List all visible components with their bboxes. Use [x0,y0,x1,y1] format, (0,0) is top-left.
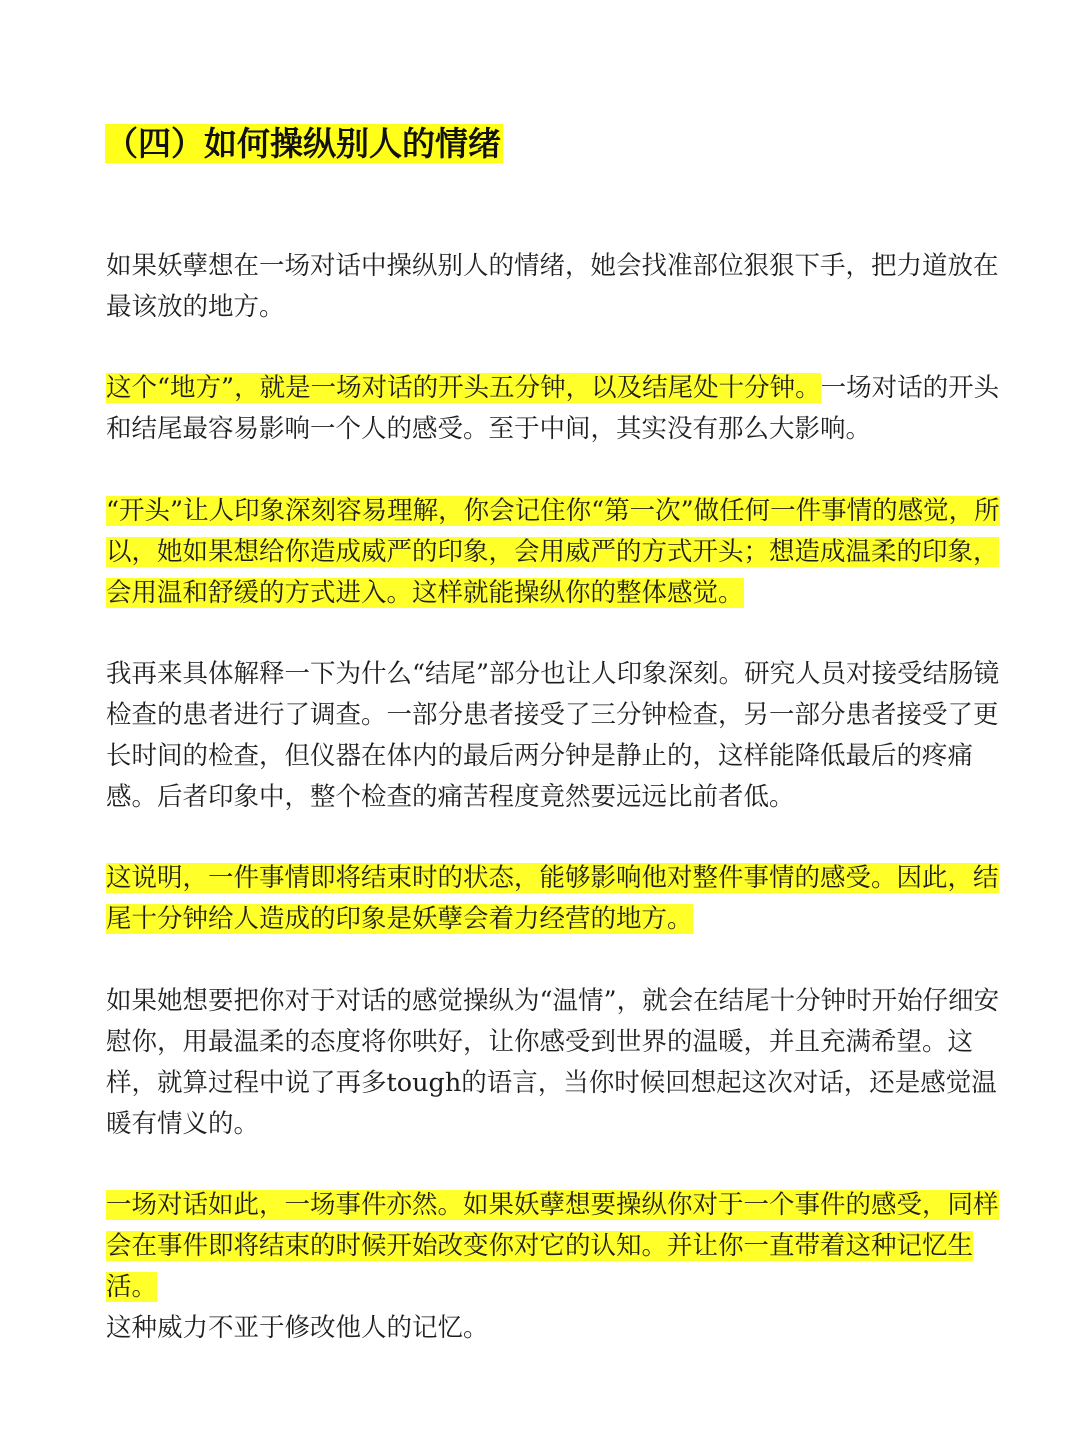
paragraph-8-text: 这种威力不亚于修改他人的记忆。 [106,1313,489,1343]
paragraph-1 [106,246,1006,328]
paragraph-4 [106,654,1006,818]
paragraph-5-highlight: 这说明，一件事情即将结束时的状态，能够影响他对整件事情的感受。因此，结尾十分钟给人造成的印象是妖孽会着力经营的地方。 [106,863,999,934]
paragraph-7-highlight: 一场对话如此，一场事件亦然。如果妖孽想要操纵你对于一个事件的感受，同样会在事件即将结束的时候开始改变你对它的认知。并让你一直带着这种记忆生活。 [106,1190,999,1302]
paragraph-1-text: 如果妖孽想在一场对话中操纵别人的情绪，她会找准部位狠狠下手，把力道放在最该放的地方。 [106,251,999,322]
paragraph-2-highlight: 这个“地方”，就是一场对话的开头五分钟，以及结尾处十分钟。 [106,373,821,403]
paragraph-2 [106,368,1006,450]
section-title [105,121,503,167]
paragraph-3-highlight: “开头”让人印象深刻容易理解，你会记住你“第一次”做任何一件事情的感觉，所以，她如果想给你造成威严的印象，会用威严的方式开头；想造成温柔的印象，会用温和舒缓的方式进入。这样就能操纵你的整体感觉。 [106,496,1000,608]
paragraph-6-text: 如果她想要把你对于对话的感觉操纵为“温情”，就会在结尾十分钟时开始仔细安慰你，用最温柔的态度将你哄好，让你感受到世界的温暖，并且充满希望。这样，就算过程中说了再多tough的语言，当你时候回想起这次对话，还是感觉温暖有情义的。 [106,986,1000,1139]
section-title-text: （四）如何操纵别人的情绪 [105,124,501,163]
paragraph-3 [106,491,1006,614]
paragraph-8 [106,1308,1006,1349]
paragraph-6 [106,981,1006,1145]
paragraph-7 [106,1185,1006,1308]
paragraph-5 [106,858,1006,940]
paragraph-4-text: 我再来具体解释一下为什么“结尾”部分也让人印象深刻。研究人员对接受结肠镜检查的患者进行了调查。一部分患者接受了三分钟检查，另一部分患者接受了更长时间的检查，但仪器在体内的最后两分钟是静止的，这样能降低最后的疼痛感。后者印象中，整个检查的痛苦程度竟然要远远比前者低。 [106,659,1000,812]
paragraph-2-rest: 一场对话的开头和结尾最容易影响一个人的感受。至于中间，其实没有那么大影响。 [106,373,1000,444]
